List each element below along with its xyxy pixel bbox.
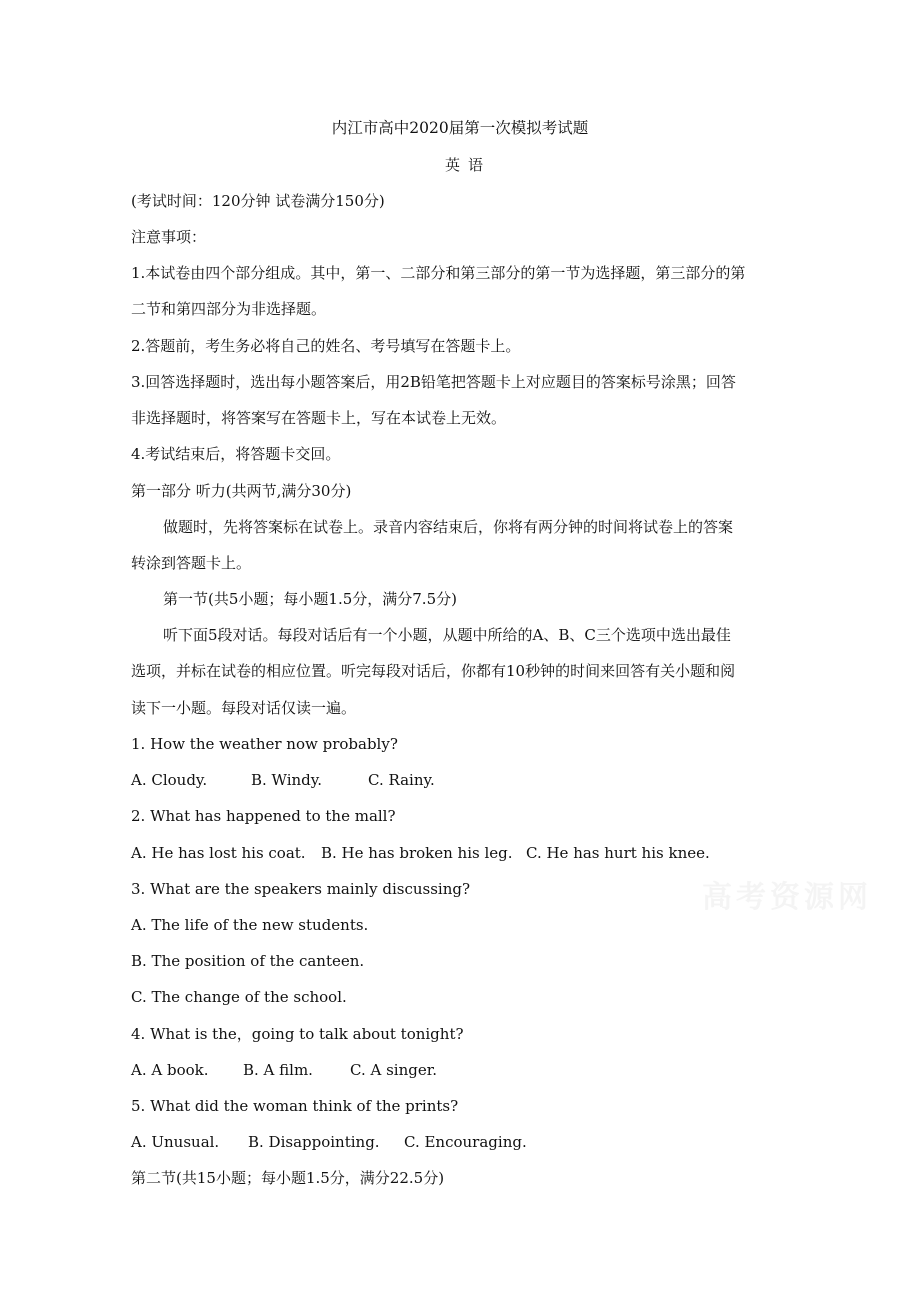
- question-2-option-a: A. He has lost his coat.: [131, 844, 306, 862]
- question-5-option-c: C. Encouraging.: [404, 1133, 527, 1151]
- question-2: 2. What has happened to the mall?: [131, 807, 396, 825]
- section1-instruction-line-1: 听下面5段对话。每段对话后有一个小题，从题中所给的A、B、C三个选项中选出最佳: [163, 626, 731, 644]
- question-1: 1. How the weather now probably?: [131, 735, 398, 753]
- question-5-option-b: B. Disappointing.: [248, 1133, 380, 1151]
- question-4-option-b: B. A film.: [243, 1061, 313, 1079]
- note-4: 4.考试结束后，将答题卡交回。: [131, 445, 341, 463]
- question-1-option-b: B. Windy.: [251, 771, 323, 789]
- exam-title: 内江市高中2020届第一次模拟考试题: [331, 119, 589, 137]
- question-1-option-c: C. Rainy.: [368, 771, 435, 789]
- subject-title: 英语: [444, 156, 491, 174]
- part1-instruction-line-2: 转涂到答题卡上。: [131, 554, 252, 572]
- note-1-line-2: 二节和第四部分为非选择题。: [131, 300, 327, 318]
- question-5-option-a: A. Unusual.: [131, 1133, 220, 1151]
- question-2-option-c: C. He has hurt his knee.: [526, 844, 710, 862]
- section1-heading: 第一节(共5小题；每小题1.5分，满分7.5分): [163, 590, 457, 608]
- notes-heading: 注意事项：: [131, 228, 207, 246]
- question-4-option-a: A. A book.: [131, 1061, 209, 1079]
- part1-heading: 第一部分 听力(共两节,满分30分): [131, 482, 352, 500]
- note-3-line-2: 非选择题时，将答案写在答题卡上，写在本试卷上无效。: [131, 409, 507, 427]
- question-3: 3. What are the speakers mainly discussing?: [131, 880, 471, 898]
- watermark: 高考资源网: [702, 880, 872, 915]
- question-1-option-a: A. Cloudy.: [131, 771, 208, 789]
- question-4: 4. What is the，going to talk about tonight?: [131, 1025, 464, 1043]
- question-4-option-c: C. A singer.: [350, 1061, 438, 1079]
- section1-instruction-line-2: 选项，并标在试卷的相应位置。听完每段对话后，你都有10秒钟的时间来回答有关小题和阅: [131, 662, 736, 680]
- part1-instruction-line-1: 做题时，先将答案标在试卷上。录音内容结束后，你将有两分钟的时间将试卷上的答案: [163, 518, 734, 536]
- note-3-line-1: 3.回答选择题时，选出每小题答案后，用2B铅笔把答题卡上对应题目的答案标号涂黑；回答: [131, 373, 736, 391]
- exam-info: (考试时间：120分钟 试卷满分150分): [131, 192, 385, 210]
- question-3-option-c: C. The change of the school.: [131, 988, 347, 1006]
- question-2-option-b: B. He has broken his leg.: [321, 844, 513, 862]
- section1-instruction-line-3: 读下一小题。每段对话仅读一遍。: [131, 699, 357, 717]
- section2-heading: 第二节(共15小题；每小题1.5分，满分22.5分): [131, 1169, 445, 1187]
- question-5: 5. What did the woman think of the prints?: [131, 1097, 459, 1115]
- question-3-option-b: B. The position of the canteen.: [131, 952, 365, 970]
- question-3-option-a: A. The life of the new students.: [131, 916, 369, 934]
- note-2: 2.答题前，考生务必将自己的姓名、考号填写在答题卡上。: [131, 337, 521, 355]
- note-1-line-1: 1.本试卷由四个部分组成。其中，第一、二部分和第三部分的第一节为选择题，第三部分的第: [131, 264, 746, 282]
